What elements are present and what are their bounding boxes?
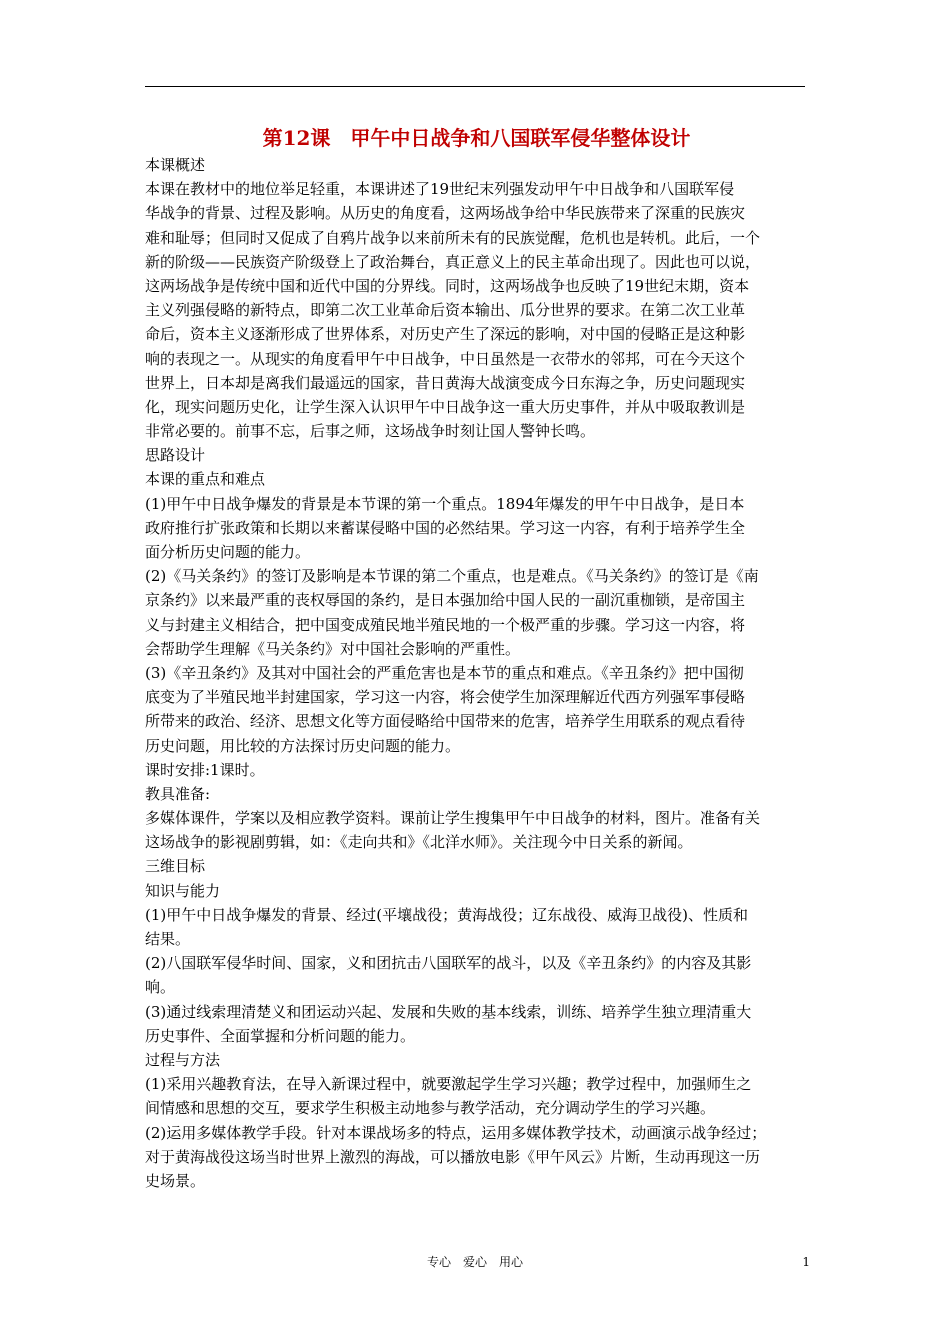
text-line: 知识与能力 — [145, 881, 221, 900]
text-line: 对于黄海战役这场当时世界上激烈的海战，可以播放电影《甲午风云》片断，生动再现这一历 — [145, 1147, 761, 1166]
text-line: 底变为了半殖民地半封建国家，学习这一内容，将会使学生加深理解近代西方列强军事侵略 — [145, 688, 746, 707]
text-line: 化，现实问题历史化，让学生深入认识甲午中日战争这一重大历史事件，并从中吸取教训是 — [145, 397, 746, 416]
text-line: (2)八国联军侵华时间、国家，义和团抗击八国联军的战斗，以及《辛丑条约》的内容及其影 — [145, 954, 752, 973]
text-line: 义与封建主义相结合，把中国变成殖民地半殖民地的一个极严重的步骤。学习这一内容，将 — [145, 615, 746, 634]
text-line: 政府推行扩张政策和长期以来蓄谋侵略中国的必然结果。学习这一内容，有利于培养学生全 — [145, 518, 746, 537]
text-line: 难和耻辱；但同时又促成了自鸦片战争以来前所未有的民族觉醒，危机也是转机。此后，一个 — [145, 228, 761, 247]
footer-motto: 专心 爱心 用心 — [426, 1255, 523, 1269]
text-line: 响的表现之一。从现实的角度看甲午中日战争，中日虽然是一衣带水的邻邦，可在今天这个 — [145, 349, 746, 368]
text-line: 史场景。 — [145, 1171, 206, 1190]
text-line: 间情感和思想的交互，要求学生积极主动地参与教学活动，充分调动学生的学习兴趣。 — [145, 1099, 716, 1118]
text-line: (2)运用多媒体教学手段。针对本课战场多的特点，运用多媒体教学技术，动画演示战争经过； — [145, 1123, 767, 1142]
text-line: (1)采用兴趣教育法，在导入新课过程中，就要激起学生学习兴趣；教学过程中，加强师生之 — [145, 1075, 752, 1094]
text-line: 非常必要的。前事不忘，后事之师，这场战争时刻让国人警钟长鸣。 — [145, 422, 596, 441]
text-line: 响。 — [145, 978, 176, 997]
text-line: 三维目标 — [145, 857, 206, 876]
text-line: (2)《马关条约》的签订及影响是本节课的第二个重点，也是难点。《马关条约》的签订是《南 — [145, 567, 759, 586]
text-line: 思路设计 — [145, 446, 206, 465]
text-line: 历史事件、全面掌握和分析问题的能力。 — [145, 1026, 416, 1045]
text-line: 华战争的背景、过程及影响。从历史的角度看，这两场战争给中华民族带来了深重的民族灾 — [145, 204, 746, 223]
page-number: 1 — [802, 1255, 810, 1269]
text-line: 这两场战争是传统中国和近代中国的分界线。同时，这两场战争也反映了19世纪末期，资本 — [145, 276, 750, 295]
text-line: 多媒体课件，学案以及相应教学资料。课前让学生搜集甲午中日战争的材料，图片。准备有关 — [145, 809, 761, 828]
text-line: 课时安排:1课时。 — [145, 760, 265, 779]
text-line: 过程与方法 — [145, 1050, 221, 1069]
document-body — [145, 123, 808, 1193]
text-line: 新的阶级——民族资产阶级登上了政治舞台，真正意义上的民主革命出现了。因此也可以说， — [145, 252, 761, 271]
page-footer — [0, 1252, 950, 1272]
text-line: 这场战争的影视剧剪辑，如：《走向共和》《北洋水师》。关注现今中日关系的新闻。 — [145, 833, 693, 852]
text-line: 教具准备: — [145, 784, 211, 803]
text-line: 结果。 — [145, 930, 191, 948]
text-line: 主义列强侵略的新特点，即第二次工业革命后资本输出、瓜分世界的要求。在第二次工业革 — [145, 301, 746, 320]
text-line: (1)甲午中日战争爆发的背景是本节课的第一个重点。1894年爆发的甲午中日战争，是日本 — [145, 494, 745, 513]
body-text — [145, 153, 808, 1193]
text-line: 所带来的政治、经济、思想文化等方面侵略给中国带来的危害，培养学生用联系的观点看待 — [145, 712, 746, 731]
text-line: (3)《辛丑条约》及其对中国社会的严重危害也是本节的重点和难点。《辛丑条约》把中国彻 — [145, 663, 744, 682]
text-line: 世界上，日本却是离我们最遥远的国家，昔日黄海大战演变成今日东海之争，历史问题现实 — [145, 373, 746, 392]
text-line: 本课的重点和难点 — [145, 470, 266, 489]
text-line: 本课概述 — [145, 156, 206, 174]
header-rule — [145, 86, 805, 87]
text-line: 本课在教材中的地位举足轻重，本课讲述了19世纪末列强发动甲午中日战争和八国联军侵 — [145, 180, 735, 199]
text-line: (3)通过线索理清楚义和团运动兴起、发展和失败的基本线索，训练、培养学生独立理清重大 — [145, 1002, 752, 1021]
page-title: 第12课 甲午中日战争和八国联军侵华整体设计 — [262, 126, 691, 150]
text-line: 京条约》以来最严重的丧权辱国的条约，是日本强加给中国人民的一副沉重枷锁，是帝国主 — [145, 591, 746, 610]
text-line: 命后，资本主义逐渐形成了世界体系，对历史产生了深远的影响，对中国的侵略正是这种影 — [145, 325, 746, 344]
text-line: 会帮助学生理解《马关条约》对中国社会影响的严重性。 — [145, 639, 521, 658]
text-line: 历史问题，用比较的方法探讨历史问题的能力。 — [145, 736, 461, 755]
text-line: (1)甲午中日战争爆发的背景、经过(平壤战役；黄海战役；辽东战役、威海卫战役)、性质和 — [145, 905, 748, 924]
text-line: 面分析历史问题的能力。 — [145, 543, 311, 561]
